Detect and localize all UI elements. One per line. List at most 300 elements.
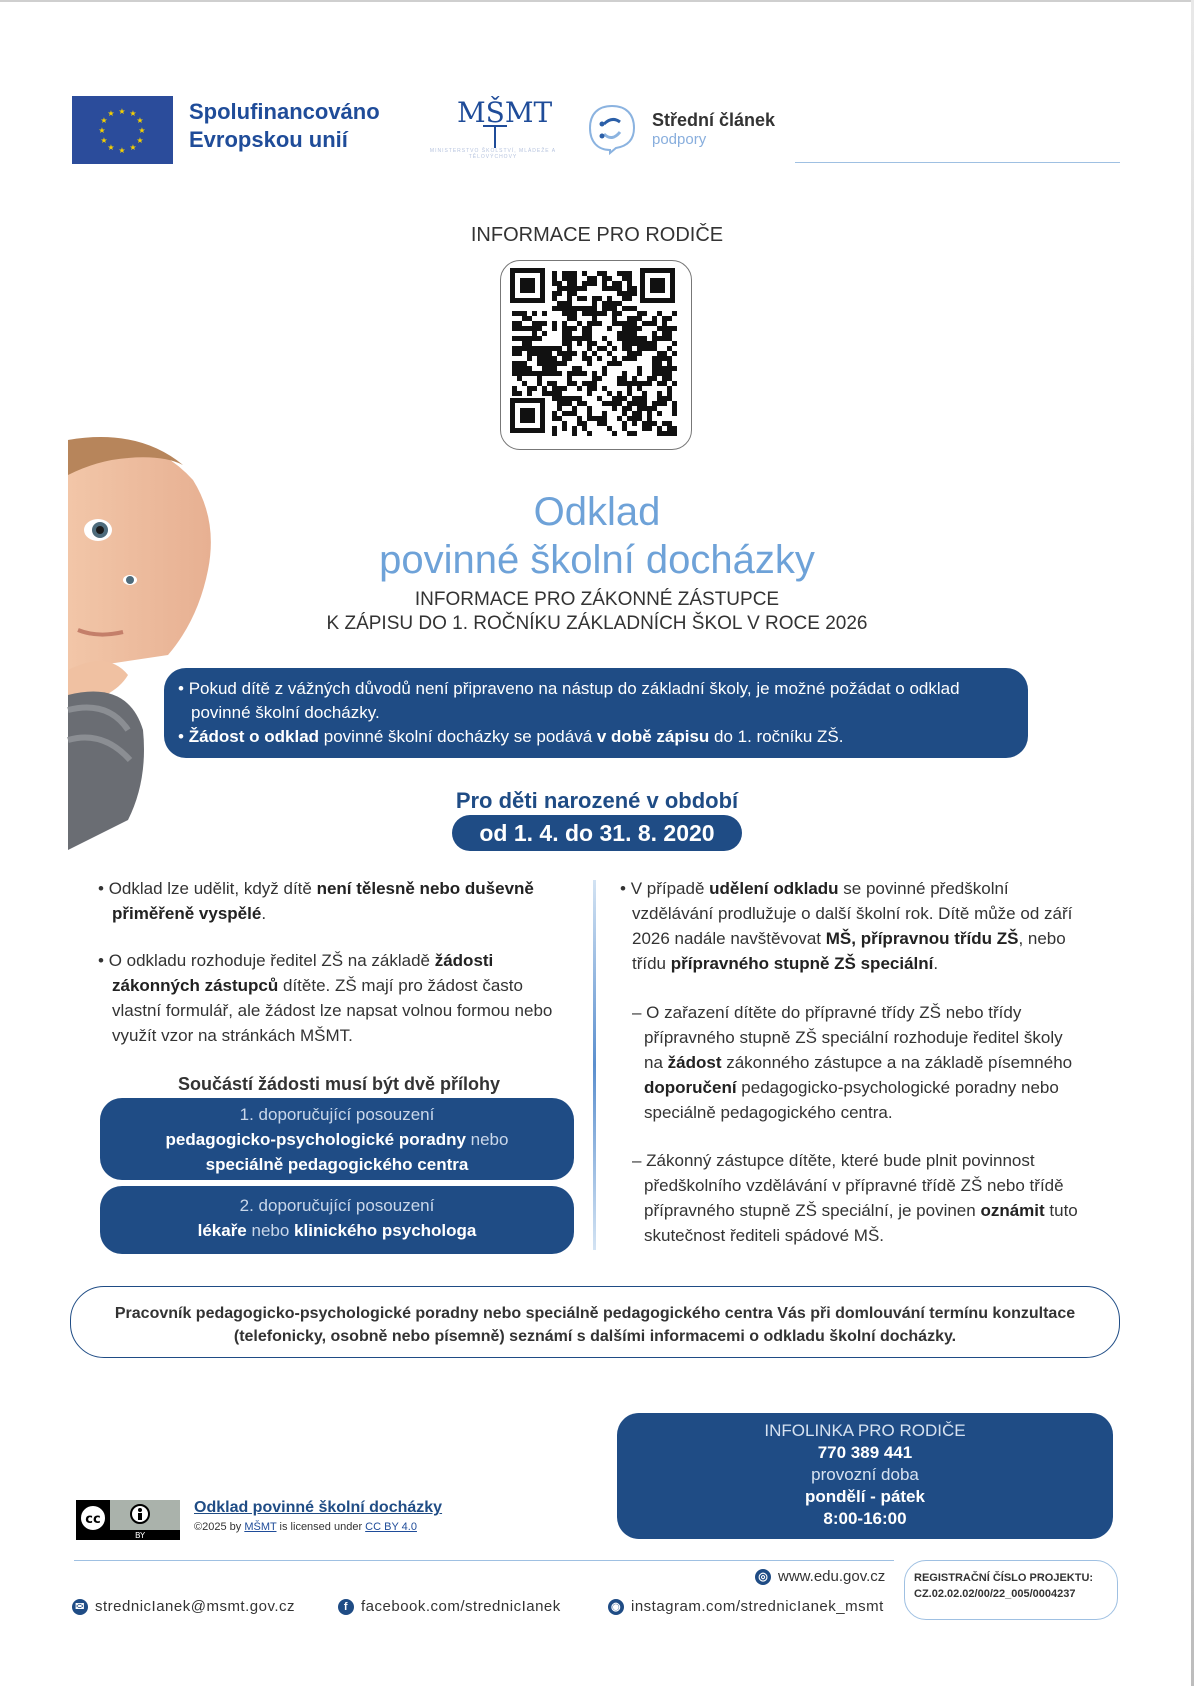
qr-module xyxy=(627,286,632,291)
qr-module xyxy=(657,431,662,436)
qr-module xyxy=(602,386,607,391)
qr-module xyxy=(627,386,632,391)
qr-module xyxy=(607,351,612,356)
qr-module xyxy=(602,346,607,351)
qr-module xyxy=(662,336,667,341)
qr-module xyxy=(632,306,637,311)
qr-module xyxy=(617,396,622,401)
qr-module xyxy=(592,386,597,391)
attachments-title: Součástí žádosti musí být dvě přílohy xyxy=(177,1074,501,1094)
qr-module xyxy=(622,346,627,351)
qr-module xyxy=(537,321,542,326)
qr-module xyxy=(542,346,547,351)
qr-module xyxy=(632,286,637,291)
qr-module xyxy=(627,271,632,276)
qr-module xyxy=(592,381,597,386)
qr-module xyxy=(572,286,577,291)
qr-module xyxy=(667,431,672,436)
qr-module xyxy=(587,386,592,391)
qr-module xyxy=(652,371,657,376)
qr-module xyxy=(647,341,652,346)
qr-module xyxy=(622,291,627,296)
qr-module xyxy=(572,396,577,401)
qr-module xyxy=(602,276,607,281)
qr-module xyxy=(562,426,567,431)
svg-text:★: ★ xyxy=(98,126,106,135)
qr-module xyxy=(632,326,637,331)
qr-module xyxy=(557,391,562,396)
qr-module xyxy=(517,376,522,381)
left-paragraph-2: • O odkladu rozhoduje ředitel ZŠ na základě žádosti zákonných zástupců dítěte. ZŠ mají pro žádost často vlastní formulář, ale žádost lze napsat volnou formou nebo využít vzor na stránkách MŠMT. xyxy=(98,951,553,1045)
stredni-clanek-title: Střední článek xyxy=(652,110,776,130)
qr-module xyxy=(537,381,542,386)
svg-text:★: ★ xyxy=(107,143,115,152)
qr-module xyxy=(637,381,642,386)
qr-module xyxy=(602,371,607,376)
qr-module xyxy=(667,326,672,331)
qr-module xyxy=(602,306,607,311)
qr-module xyxy=(662,326,667,331)
instagram-link[interactable]: ◉ instagram.com/strednicIanek_msmt xyxy=(608,1598,884,1615)
qr-module xyxy=(607,401,612,406)
qr-module xyxy=(637,401,642,406)
qr-module xyxy=(637,316,642,321)
qr-module xyxy=(652,401,657,406)
website-link[interactable]: ◎ www.edu.gov.cz xyxy=(755,1568,885,1585)
qr-module xyxy=(652,421,657,426)
qr-module xyxy=(562,386,567,391)
qr-module xyxy=(522,381,527,386)
qr-module xyxy=(627,336,632,341)
registration-number: CZ.02.02.02/00/22_005/0004237 xyxy=(914,1588,1076,1600)
qr-module xyxy=(607,341,612,346)
qr-module xyxy=(652,356,657,361)
qr-module xyxy=(647,376,652,381)
qr-module xyxy=(612,286,617,291)
qr-module xyxy=(647,346,652,351)
qr-module xyxy=(602,286,607,291)
qr-module xyxy=(577,336,582,341)
qr-module xyxy=(527,366,532,371)
qr-module xyxy=(567,396,572,401)
qr-module xyxy=(652,331,657,336)
qr-module xyxy=(562,326,567,331)
qr-module xyxy=(522,341,527,346)
qr-module xyxy=(517,336,522,341)
qr-module xyxy=(592,416,597,421)
qr-module xyxy=(632,291,637,296)
qr-module xyxy=(642,311,647,316)
qr-module xyxy=(597,311,602,316)
eu-flag-icon xyxy=(72,96,173,164)
qr-module xyxy=(627,431,632,436)
qr-module xyxy=(652,336,657,341)
qr-module xyxy=(537,376,542,381)
qr-module xyxy=(547,351,552,356)
qr-module xyxy=(577,296,582,301)
cc-license-link[interactable]: CC BY 4.0 xyxy=(365,1521,417,1533)
qr-module xyxy=(572,411,577,416)
qr-module xyxy=(632,421,637,426)
qr-module xyxy=(627,321,632,326)
qr-module xyxy=(617,391,622,396)
qr-module xyxy=(622,271,627,276)
qr-module xyxy=(512,326,517,331)
qr-module xyxy=(542,321,547,326)
qr-module xyxy=(542,356,547,361)
qr-module xyxy=(592,316,597,321)
right-dash-1: – O zařazení dítěte do přípravné třídy ZŠ nebo třídy přípravného stupně ZŠ speciální rozhoduje ředitel školy na žádost zákonného zástupce a na základě písemného doporučení pedagogicko-psychologické poradny nebo speciálně pedagogického centra. xyxy=(632,1003,1073,1122)
mail-icon: ✉ xyxy=(72,1599,88,1615)
qr-module xyxy=(557,371,562,376)
msmt-link[interactable]: MŠMT xyxy=(244,1521,277,1533)
qr-module xyxy=(557,346,562,351)
qr-module xyxy=(602,301,607,306)
qr-code-icon[interactable] xyxy=(510,268,680,440)
qr-module xyxy=(657,391,662,396)
page-subtitle: INFORMACE PRO ZÁKONNÉ ZÁSTUPCE K ZÁPISU DO 1. ROČNÍKU ZÁKLADNÍCH ŠKOL V ROCE 2026 xyxy=(326,589,868,634)
qr-module xyxy=(597,346,602,351)
qr-module xyxy=(657,426,662,431)
qr-module xyxy=(562,311,567,316)
qr-module xyxy=(622,341,627,346)
qr-module xyxy=(577,306,582,311)
qr-module xyxy=(642,421,647,426)
qr-module xyxy=(612,346,617,351)
qr-module xyxy=(662,356,667,361)
qr-module xyxy=(522,311,527,316)
qr-module xyxy=(617,416,622,421)
email-link[interactable]: ✉ strednicIanek@msmt.gov.cz xyxy=(72,1598,295,1615)
qr-module xyxy=(572,291,577,296)
qr-module xyxy=(662,401,667,406)
qr-module xyxy=(602,401,607,406)
qr-module xyxy=(557,306,562,311)
qr-module xyxy=(562,276,567,281)
qr-module xyxy=(542,311,547,316)
qr-module xyxy=(517,311,522,316)
facebook-link[interactable]: f facebook.com/strednicIanek xyxy=(338,1598,561,1615)
svg-text:★: ★ xyxy=(118,146,126,155)
qr-module xyxy=(617,381,622,386)
qr-module xyxy=(592,321,597,326)
qr-module xyxy=(652,346,657,351)
qr-module xyxy=(552,431,557,436)
qr-module xyxy=(557,401,562,406)
qr-module xyxy=(572,311,577,316)
header-divider xyxy=(795,162,1120,163)
qr-module xyxy=(577,321,582,326)
qr-module xyxy=(607,306,612,311)
qr-module xyxy=(567,341,572,346)
qr-module xyxy=(602,411,607,416)
infoline-phone[interactable]: 770 389 441 xyxy=(817,1443,913,1462)
qr-module xyxy=(562,321,567,326)
qr-module xyxy=(607,296,612,301)
qr-module xyxy=(567,331,572,336)
qr-module xyxy=(592,341,597,346)
qr-module xyxy=(562,401,567,406)
qr-module xyxy=(522,371,527,376)
qr-module xyxy=(617,291,622,296)
qr-module xyxy=(667,421,672,426)
qr-module xyxy=(532,311,537,316)
qr-module xyxy=(587,306,592,311)
left-paragraph-1: • Odklad lze udělit, když dítě není tělesně nebo duševně přiměřeně vyspělé. xyxy=(98,879,534,923)
qr-module xyxy=(642,426,647,431)
qr-module xyxy=(597,421,602,426)
qr-module xyxy=(617,321,622,326)
instagram-icon: ◉ xyxy=(608,1599,624,1615)
qr-module xyxy=(587,411,592,416)
qr-module xyxy=(657,366,662,371)
qr-module xyxy=(552,326,557,331)
qr-module xyxy=(582,371,587,376)
qr-module xyxy=(642,396,647,401)
qr-module xyxy=(557,406,562,411)
qr-module xyxy=(672,381,677,386)
qr-module xyxy=(672,311,677,316)
qr-module xyxy=(597,296,602,301)
qr-module xyxy=(542,366,547,371)
qr-module xyxy=(552,281,557,286)
svg-text:★: ★ xyxy=(129,109,137,118)
qr-module xyxy=(587,431,592,436)
qr-module xyxy=(602,271,607,276)
qr-module xyxy=(582,306,587,311)
qr-module xyxy=(572,366,577,371)
cc-label: cc xyxy=(85,1512,101,1527)
main-bullet-2: • Žádost o odklad povinné školní docházky se podává v době zápisu do 1. ročníku ZŠ. xyxy=(178,727,844,746)
qr-module xyxy=(622,396,627,401)
qr-module xyxy=(667,336,672,341)
qr-module xyxy=(587,346,592,351)
qr-module xyxy=(627,381,632,386)
msmt-logo-text: MŠMT xyxy=(457,96,553,129)
qr-module xyxy=(607,426,612,431)
period-label: Pro děti narozené v období xyxy=(455,788,739,813)
cc-by-badge-icon[interactable] xyxy=(76,1500,180,1540)
qr-module xyxy=(672,426,677,431)
qr-module xyxy=(632,376,637,381)
qr-module xyxy=(562,306,567,311)
qr-module xyxy=(537,326,542,331)
qr-module xyxy=(642,406,647,411)
qr-module xyxy=(662,431,667,436)
qr-module xyxy=(527,371,532,376)
qr-module xyxy=(522,361,527,366)
qr-module xyxy=(537,346,542,351)
qr-module xyxy=(607,286,612,291)
qr-module xyxy=(627,281,632,286)
qr-module xyxy=(662,371,667,376)
qr-module xyxy=(642,341,647,346)
qr-module xyxy=(662,321,667,326)
qr-module xyxy=(652,321,657,326)
top-edge xyxy=(0,0,1194,2)
qr-module xyxy=(557,386,562,391)
qr-module xyxy=(517,391,522,396)
qr-module xyxy=(567,271,572,276)
qr-module xyxy=(627,316,632,321)
facebook-icon: f xyxy=(338,1599,354,1615)
qr-module xyxy=(567,356,572,361)
qr-module xyxy=(542,391,547,396)
qr-module xyxy=(582,281,587,286)
qr-module xyxy=(592,351,597,356)
eu-cofinanced-text: Spolufinancováno Evropskou unií xyxy=(189,99,380,152)
qr-module xyxy=(562,341,567,346)
svg-text:★: ★ xyxy=(100,116,108,125)
qr-module xyxy=(562,351,567,356)
qr-module xyxy=(627,306,632,311)
qr-module xyxy=(527,351,532,356)
qr-module xyxy=(622,331,627,336)
qr-module xyxy=(567,336,572,341)
qr-module xyxy=(512,351,517,356)
qr-module xyxy=(577,366,582,371)
qr-module xyxy=(617,376,622,381)
qr-module xyxy=(512,386,517,391)
attachment-1-box: 1. doporučující posouzení pedagogicko-psychologické poradny nebo speciálně pedagogického centra xyxy=(100,1098,574,1180)
qr-module xyxy=(532,371,537,376)
infoline-days: pondělí - pátek xyxy=(805,1487,925,1506)
qr-module xyxy=(667,346,672,351)
qr-module xyxy=(577,341,582,346)
qr-module xyxy=(582,426,587,431)
qr-module xyxy=(667,331,672,336)
qr-module xyxy=(622,426,627,431)
qr-module xyxy=(567,381,572,386)
qr-module xyxy=(637,341,642,346)
qr-module xyxy=(617,331,622,336)
qr-module xyxy=(592,306,597,311)
qr-module xyxy=(522,366,527,371)
qr-module xyxy=(637,396,642,401)
qr-module xyxy=(602,336,607,341)
infoline-title: INFOLINKA PRO RODIČE xyxy=(764,1421,966,1440)
qr-module xyxy=(587,356,592,361)
qr-module xyxy=(587,391,592,396)
qr-module xyxy=(612,311,617,316)
qr-module xyxy=(522,326,527,331)
qr-module xyxy=(632,336,637,341)
qr-module xyxy=(622,371,627,376)
msmt-logo xyxy=(455,94,553,150)
qr-module xyxy=(647,416,652,421)
qr-module xyxy=(542,386,547,391)
qr-module xyxy=(662,331,667,336)
qr-module xyxy=(582,286,587,291)
qr-module xyxy=(672,411,677,416)
qr-module xyxy=(592,371,597,376)
qr-module xyxy=(597,416,602,421)
qr-module xyxy=(517,366,522,371)
qr-module xyxy=(607,361,612,366)
qr-module xyxy=(647,411,652,416)
qr-module xyxy=(552,361,557,366)
qr-module xyxy=(647,321,652,326)
qr-module xyxy=(627,326,632,331)
qr-module xyxy=(542,351,547,356)
qr-module xyxy=(572,326,577,331)
qr-module xyxy=(517,346,522,351)
qr-module xyxy=(612,356,617,361)
qr-module xyxy=(597,321,602,326)
qr-module xyxy=(512,371,517,376)
qr-module xyxy=(627,291,632,296)
qr-module xyxy=(557,361,562,366)
qr-module xyxy=(662,351,667,356)
qr-module xyxy=(642,346,647,351)
qr-module xyxy=(517,351,522,356)
qr-module xyxy=(537,351,542,356)
qr-module xyxy=(562,286,567,291)
qr-module xyxy=(662,381,667,386)
qr-module xyxy=(652,361,657,366)
qr-module xyxy=(520,278,535,293)
qr-module xyxy=(642,381,647,386)
qr-module xyxy=(612,281,617,286)
qr-module xyxy=(537,361,542,366)
license-text: ©2025 by MŠMT is licensed under CC BY 4.0 xyxy=(194,1521,417,1533)
qr-module xyxy=(520,408,535,423)
qr-module xyxy=(582,326,587,331)
stredni-clanek-subtitle: podpory xyxy=(652,131,707,148)
qr-module xyxy=(667,376,672,381)
qr-module xyxy=(567,326,572,331)
qr-module xyxy=(632,321,637,326)
qr-module xyxy=(622,336,627,341)
qr-module xyxy=(632,331,637,336)
qr-module xyxy=(567,351,572,356)
qr-module xyxy=(552,396,557,401)
qr-module xyxy=(612,431,617,436)
qr-module xyxy=(587,281,592,286)
qr-module xyxy=(657,356,662,361)
qr-module xyxy=(552,411,557,416)
qr-module xyxy=(652,376,657,381)
qr-module xyxy=(587,311,592,316)
qr-module xyxy=(512,321,517,326)
qr-module xyxy=(532,386,537,391)
qr-module xyxy=(667,366,672,371)
qr-module xyxy=(527,326,532,331)
qr-module xyxy=(577,371,582,376)
qr-module xyxy=(557,416,562,421)
qr-module xyxy=(662,316,667,321)
qr-module xyxy=(537,356,542,361)
license-title-link[interactable]: Odklad povinné školní docházky xyxy=(194,1499,443,1516)
qr-module xyxy=(627,416,632,421)
main-bullet-1: • Pokud dítě z vážných důvodů není připraveno na nástup do základní školy, je možné požádat o odklad xyxy=(178,679,960,698)
qr-module xyxy=(602,421,607,426)
qr-module xyxy=(552,276,557,281)
qr-module xyxy=(657,381,662,386)
qr-module xyxy=(562,271,567,276)
qr-module xyxy=(672,341,677,346)
info-for-parents-label: INFORMACE PRO RODIČE xyxy=(470,224,724,246)
qr-module xyxy=(517,321,522,326)
column-divider xyxy=(593,880,596,1250)
svg-text:★: ★ xyxy=(107,109,115,118)
qr-module xyxy=(547,381,552,386)
qr-module xyxy=(542,331,547,336)
qr-module xyxy=(587,406,592,411)
qr-module xyxy=(637,346,642,351)
qr-module xyxy=(582,351,587,356)
qr-module xyxy=(567,316,572,321)
